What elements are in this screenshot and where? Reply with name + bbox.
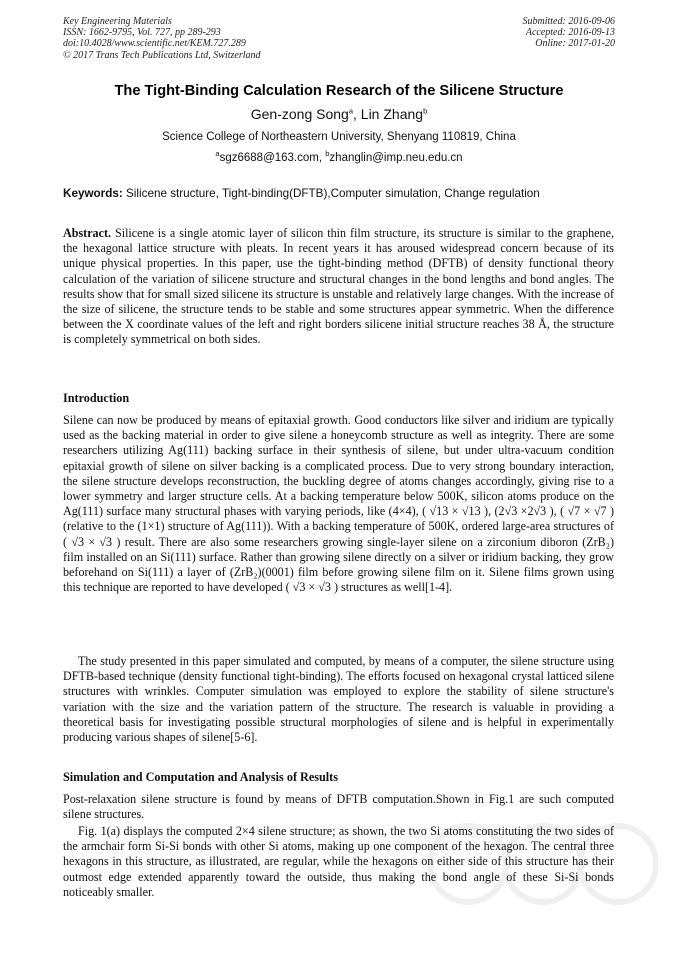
journal-name: Key Engineering Materials xyxy=(63,16,172,27)
abstract xyxy=(63,226,614,348)
email-link[interactable]: sgz6688@163.com xyxy=(219,152,319,164)
author-emails xyxy=(0,149,678,164)
issn-line: ISSN: 1662-9795, Vol. 727, pp 289-293 xyxy=(63,27,221,39)
keywords-text: Silicene structure, Tight-binding(DFTB),Computer simulation, Change regulation xyxy=(122,187,540,200)
simulation-paragraph-2: Fig. 1(a) displays the computed 2×4 silene structure; as shown, the two Si atoms constituting the two sides of the armchair form Si-Si bonds with other Si atoms, making up one component of the hexagon. The central three hexagons in this structure, as illustrated, are regular, while the hexagons on either side of this structure has their outmost edge extended apparently toward the outside, thus making the bond angle of these Si-Si bonds noticeably smaller. xyxy=(63,824,614,899)
email-separator: , xyxy=(318,152,326,164)
author-separator: , xyxy=(353,106,361,122)
copyright-line: © 2017 Trans Tech Publications Ltd, Switzerland xyxy=(63,49,261,61)
doi-line: doi:10.4028/www.scientific.net/KEM.727.289 xyxy=(63,38,246,50)
submission-dates xyxy=(523,16,616,50)
simulation-paragraph-1: Post-relaxation silene structure is found by means of DFTB computation.Shown in Fig.1 are such computed silene structures. xyxy=(63,792,614,822)
paper-title: The Tight-Binding Calculation Research of the Silicene Structure xyxy=(114,83,564,99)
affiliation-mark: b xyxy=(325,149,330,159)
introduction-paragraph-1: Silene can now be produced by means of epitaxial growth. Good conductors like silver and iridium are typically used as the backing material in order to give silene a honeycomb structure as well as integrity. There are some researchers utilizing Ag(111) backing surface in their synthesis of silene, but under ultra-vacuum condition epitaxial growth of silene on silver backing is a complicated process. Due to very strong boundary interaction, the silene structure develops reconstruction, the buckling degree of atoms changes accordingly, giving rise to a lower symmetry and larger structure cells. At a backing temperature below 500K, silicon atoms produce on the Ag(111) surface many structural phases with varying periods, like (4×4), ( √13 × √13 ), (2√3 ×2√3 ), ( √7 × √7 ) (relative to the (1×1) structure of Ag(111)). With a backing temperature of 500K, ordered large-area structures of ( √3 × √3 ) result. There are also some researchers growing single-layer silene on a zirconium diboron (ZrB₂) film installed on an Si(111) surface. Rather than growing silene directly on a silver or iridium backing, they grow beforehand on Si(111) a layer of (ZrB₂)(0001) film before growing silene film on it. Silene films grown using this technique are reported to have developed ( √3 × √3 ) structures as well[1-4]. xyxy=(63,413,614,595)
section-heading-simulation: Simulation and Computation and Analysis of Results xyxy=(63,770,338,784)
keywords-label: Keywords: xyxy=(63,187,123,200)
submitted-date: Submitted: 2016-09-06 xyxy=(522,16,615,27)
author-list xyxy=(0,106,678,122)
watermark-graphic xyxy=(428,809,658,919)
author-name: Gen-zong Song xyxy=(250,106,349,122)
affiliation-mark: a xyxy=(348,106,353,116)
affiliation-mark: a xyxy=(215,149,220,159)
affiliation: Science College of Northeastern University, Shenyang 110819, China xyxy=(162,131,516,143)
author-name: Lin Zhang xyxy=(360,106,424,122)
section-heading-introduction: Introduction xyxy=(63,391,130,405)
abstract-label: Abstract. xyxy=(63,226,112,240)
accepted-date: Accepted: 2016-09-13 xyxy=(525,27,615,39)
abstract-text: Silicene is a single atomic layer of silicon thin film structure, its structure is similar to the graphene, the hexagonal lattice structure with pleats. In recent years it has aroused widespread concern because of its unique physical properties. In this paper, use the tight-binding method (DFTB) of density functional theory calculation of the variation of silicene structure and structural changes in the bond lengths and bond angles. The results show that for small sized silicene its structure is unstable and relatively large changes. With the increase of the size of silicene, the structure tends to be stable and some structures appear symmetric. When the difference between the X coordinate values of the left and right borders silicene initial structure reaches 38 Å, the structure is completely symmetrical on both sides. xyxy=(63,226,614,347)
introduction-paragraph-2: The study presented in this paper simulated and computed, by means of a computer, the silene structure using DFTB-based technique (density functional tight-binding). The efforts focused on hexagonal crystal latticed silene structures with wrinkles. Computer simulation was employed to explore the stability of silene structure's variation with the size and the variation pattern of the structure. The research is valuable in providing a theoretical basis for investigating possible structural morphologies of silene and is helpful in experimentally producing various shapes of silene[5-6]. xyxy=(63,654,614,745)
keywords xyxy=(63,187,623,200)
journal-info xyxy=(63,16,261,61)
affiliation-mark: b xyxy=(423,106,428,116)
email-link[interactable]: zhanglin@imp.neu.edu.cn xyxy=(329,152,463,164)
online-date: Online: 2017-01-20 xyxy=(535,38,615,50)
